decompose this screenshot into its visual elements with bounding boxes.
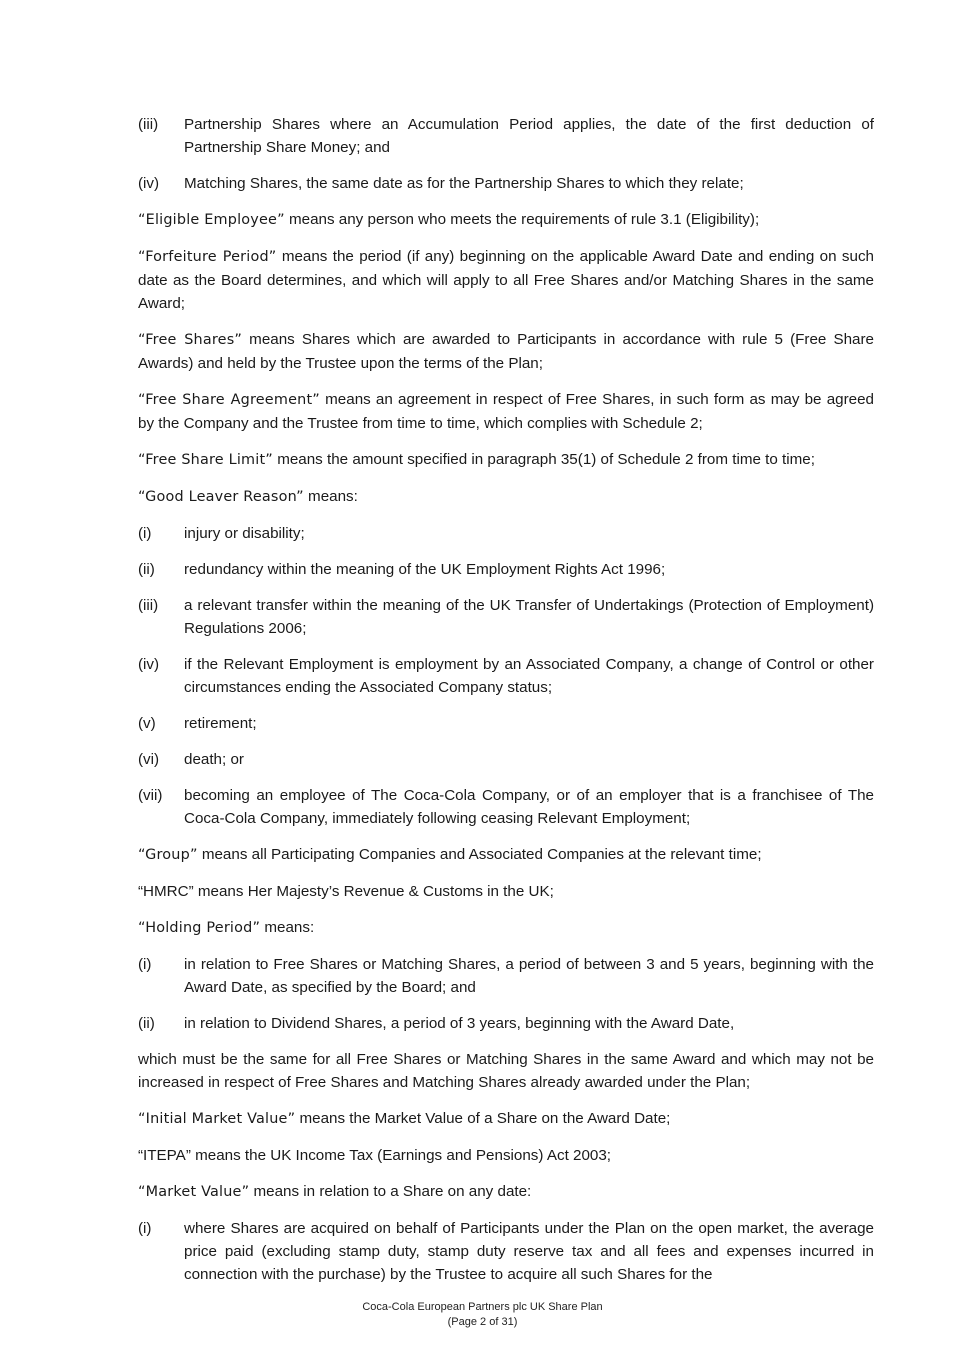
defined-term: “Free Share Agreement” <box>138 392 320 408</box>
list-item-number: (ii) <box>138 1015 155 1032</box>
definition-text: means all Participating Companies and Associated Companies at the relevant time; <box>197 846 762 863</box>
list-item-number: (iv) <box>138 175 160 192</box>
list-item-text: Partnership Shares where an Accumulation Period applies, the date of the first deduction of Partnership Share Money; and <box>184 116 874 156</box>
footer-title: Coca-Cola European Partners plc UK Share Plan <box>362 1301 603 1313</box>
definition-market-value <box>138 1180 874 1204</box>
defined-term: “Good Leaver Reason” <box>138 489 304 505</box>
definition-good-leaver-reason <box>138 485 874 509</box>
definition-text: means: <box>303 488 358 505</box>
list-item <box>138 113 874 159</box>
document-body <box>138 113 874 1299</box>
definition-forfeiture-period <box>138 245 874 315</box>
definition-free-share-agreement <box>138 388 874 435</box>
defined-term: “Market Value” <box>138 1184 250 1200</box>
definition-text: means the amount specified in paragraph 35(1) of Schedule 2 from time to time; <box>272 451 815 468</box>
list-item <box>138 172 874 195</box>
definition-group <box>138 843 874 867</box>
definition-text: means: <box>260 919 315 936</box>
definition-text: means the Market Value of a Share on the Award Date; <box>295 1110 671 1127</box>
list-item <box>138 522 874 545</box>
definition-text: means in relation to a Share on any date: <box>249 1183 532 1200</box>
definition-initial-market-value <box>138 1107 874 1131</box>
list-item <box>138 1217 874 1286</box>
definition-itepa <box>138 1144 874 1167</box>
list-item-number: (vii) <box>138 787 163 804</box>
list-item-number: (iii) <box>138 116 159 133</box>
list-item <box>138 594 874 640</box>
list-item-text: death; or <box>184 751 244 768</box>
definition-text: means any person who meets the requirements of rule 3.1 (Eligibility); <box>284 211 760 228</box>
list-item-text: where Shares are acquired on behalf of Participants under the Plan on the open market, the average price paid (excluding stamp duty, stamp duty reserve tax and all fees and expenses incurred in connection with the purchase) by the Trustee to acquire all such Shares for the <box>184 1220 874 1283</box>
defined-term: “HMRC” <box>138 883 194 900</box>
list-item-text: if the Relevant Employment is employment by an Associated Company, a change of Control or other circumstances ending the Associated Company status; <box>184 656 874 696</box>
list-item-text: injury or disability; <box>184 525 305 542</box>
definition-text: means an agreement in respect of Free Shares, in such form as may be agreed by the Company and the Trustee from time to time, which complies with Schedule 2; <box>138 391 874 432</box>
defined-term: “Initial Market Value” <box>138 1111 296 1127</box>
defined-term: “Forfeiture Period” <box>138 249 277 265</box>
list-item-number: (i) <box>138 525 152 542</box>
definition-holding-period <box>138 916 874 940</box>
definition-text: means Her Majesty’s Revenue & Customs in the UK; <box>193 883 554 900</box>
list-item-text: becoming an employee of The Coca-Cola Company, or of an employer that is a franchisee of The Coca-Cola Company, immediately following ceasing Relevant Employment; <box>184 787 874 827</box>
list-item <box>138 748 874 771</box>
list-item-number: (vi) <box>138 751 160 768</box>
list-item <box>138 712 874 735</box>
defined-term: “Group” <box>138 847 198 863</box>
defined-term: “Eligible Employee” <box>138 212 285 228</box>
list-item-number: (i) <box>138 1220 152 1237</box>
list-item-number: (iii) <box>138 597 159 614</box>
list-item-number: (iv) <box>138 656 160 673</box>
list-item <box>138 558 874 581</box>
defined-term: “ITEPA” <box>138 1147 191 1164</box>
definition-free-shares <box>138 328 874 375</box>
list-item-text: a relevant transfer within the meaning of the UK Transfer of Undertakings (Protection of Employment) Regulations 2006; <box>184 597 874 637</box>
list-item <box>138 953 874 999</box>
list-item-number: (v) <box>138 715 156 732</box>
defined-term: “Free Shares” <box>138 332 243 348</box>
definition-free-share-limit <box>138 448 874 472</box>
page-footer <box>0 1300 965 1330</box>
definition-text: means the UK Income Tax (Earnings and Pensions) Act 2003; <box>190 1147 612 1164</box>
defined-term: “Free Share Limit” <box>138 452 273 468</box>
defined-term: “Holding Period” <box>138 920 261 936</box>
list-item-text: in relation to Dividend Shares, a period of 3 years, beginning with the Award Date, <box>184 1015 735 1032</box>
page-number: (Page 2 of 31) <box>447 1316 518 1328</box>
list-item <box>138 653 874 699</box>
list-item-text: retirement; <box>184 715 257 732</box>
list-item <box>138 784 874 830</box>
list-item-text: Matching Shares, the same date as for the Partnership Shares to which they relate; <box>184 175 744 192</box>
definition-text: means Shares which are awarded to Participants in accordance with rule 5 (Free Share Awards) and held by the Trustee upon the terms of the Plan; <box>138 331 874 372</box>
list-item <box>138 1012 874 1035</box>
holding-period-tail: which must be the same for all Free Shares or Matching Shares in the same Award and which may not be increased in respect of Free Shares and Matching Shares already awarded under the Plan; <box>138 1051 874 1091</box>
list-item-text: in relation to Free Shares or Matching Shares, a period of between 3 and 5 years, beginning with the Award Date, as specified by the Board; and <box>184 956 874 996</box>
definition-text: means the period (if any) beginning on the applicable Award Date and ending on such date as the Board determines, and which will apply to all Free Shares and/or Matching Shares in the same Award; <box>138 248 874 312</box>
definition-hmrc <box>138 880 874 903</box>
definition-eligible-employee <box>138 208 874 232</box>
list-item-number: (i) <box>138 956 152 973</box>
list-item-number: (ii) <box>138 561 155 578</box>
list-item-text: redundancy within the meaning of the UK Employment Rights Act 1996; <box>184 561 666 578</box>
